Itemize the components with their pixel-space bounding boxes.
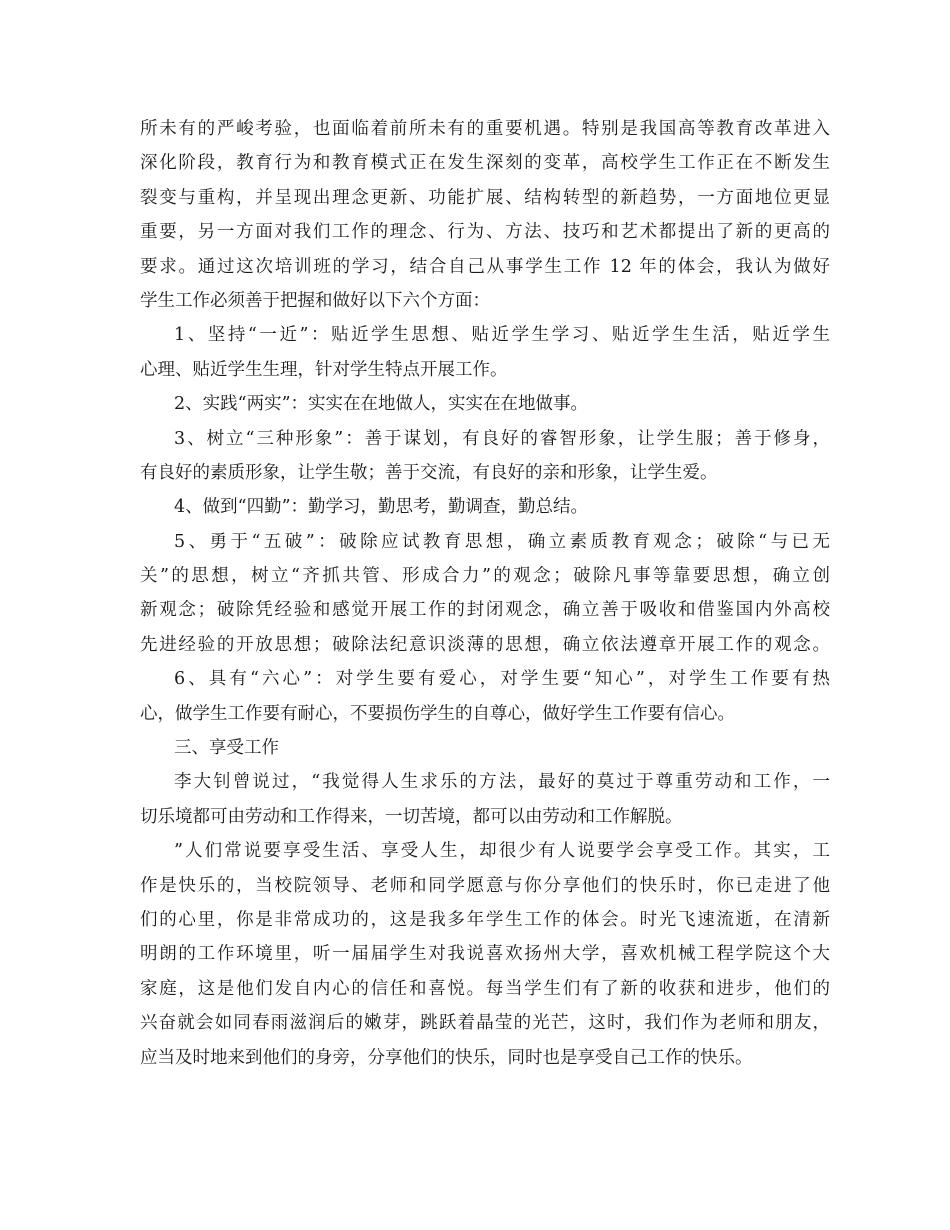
- body-text: [140, 112, 830, 1075]
- text-line: 所未有的严峻考验，也面临着前所未有的重要机遇。特别是我国高等教育改革进入: [140, 119, 830, 139]
- text-line: 关”的思想，树立“齐抓共管、形成合力”的观念；破除凡事等靠要思想，确立创: [140, 566, 830, 587]
- text-line: 深化阶段，教育行为和教育模式正在发生深刻的变革，高校学生工作正在不断发生: [140, 153, 830, 174]
- list-item-start: 4、做到“四勤”：勤学习，勤思考，勤调查，勤总结。: [174, 497, 589, 518]
- text-line: 心，做学生工作要有耐心，不要损伤学生的自尊心，做好学生工作要有信心。: [140, 703, 735, 724]
- section-heading: 三、享受工作: [174, 738, 279, 759]
- text-line: 要求。通过这次培训班的学习，结合自己从事学生工作 12 年的体会，我认为做好: [140, 256, 830, 277]
- list-item-start: 6、具有“六心”：对学生要有爱心，对学生要“知心”，对学生工作要有热: [174, 669, 830, 690]
- text-line: 们的心里，你是非常成功的，这是我多年学生工作的体会。时光飞速流逝，在清新: [140, 909, 830, 930]
- text-line: 应当及时地来到他们的身旁，分享他们的快乐，同时也是享受自己工作的快乐。: [140, 1047, 753, 1068]
- text-line: 重要，另一方面对我们工作的理念、行为、方法、技巧和艺术都提出了新的更高的: [140, 222, 830, 243]
- paragraph-start: 李大钊曾说过，“我觉得人生求乐的方法，最好的莫过于尊重劳动和工作，一: [174, 772, 830, 793]
- text-line: 新观念；破除凭经验和感觉开展工作的封闭观念，确立善于吸收和借鉴国内外高校: [140, 600, 830, 621]
- list-item-start: 3、树立“三种形象”：善于谋划，有良好的睿智形象，让学生服；善于修身，: [174, 428, 830, 449]
- text-line: 有良好的素质形象，让学生敬；善于交流，有良好的亲和形象，让学生爱。: [140, 462, 718, 483]
- text-line: 明朗的工作环境里，听一届届学生对我说喜欢扬州大学，喜欢机械工程学院这个大: [140, 944, 830, 965]
- text-line: 裂变与重构，并呈现出理念更新、功能扩展、结构转型的新趋势，一方面地位更显: [140, 187, 830, 208]
- list-item-start: 2、实践“两实”：实实在在地做人，实实在在地做事。: [174, 394, 589, 415]
- list-item-start: 1、坚持“一近”：贴近学生思想、贴近学生学习、贴近学生生活，贴近学生: [174, 325, 830, 346]
- text-line: 先进经验的开放思想；破除法纪意识淡薄的思想，确立依法遵章开展工作的观念。: [140, 634, 830, 655]
- text-line: 作是快乐的，当校院领导、老师和同学愿意与你分享他们的快乐时，你已走进了他: [140, 875, 830, 896]
- paragraph-start: ”人们常说要享受生活、享受人生，却很少有人说要学会享受工作。其实，工: [174, 841, 830, 862]
- text-line: 心理、贴近学生生理，针对学生特点开展工作。: [140, 359, 508, 380]
- list-item-start: 5、勇于“五破”：破除应试教育思想，确立素质教育观念；破除“与已无: [174, 531, 830, 552]
- text-line: 兴奋就会如同春雨滋润后的嫩芽，跳跃着晶莹的光芒，这时，我们作为老师和朋友，: [140, 1013, 830, 1034]
- text-line: 家庭，这是他们发自内心的信任和喜悦。每当学生们有了新的收获和进步，他们的: [140, 978, 830, 999]
- text-line: 切乐境都可由劳动和工作得来，一切苦境，都可以由劳动和工作解脱。: [140, 806, 683, 827]
- text-line: 学生工作必须善于把握和做好以下六个方面：: [140, 290, 490, 311]
